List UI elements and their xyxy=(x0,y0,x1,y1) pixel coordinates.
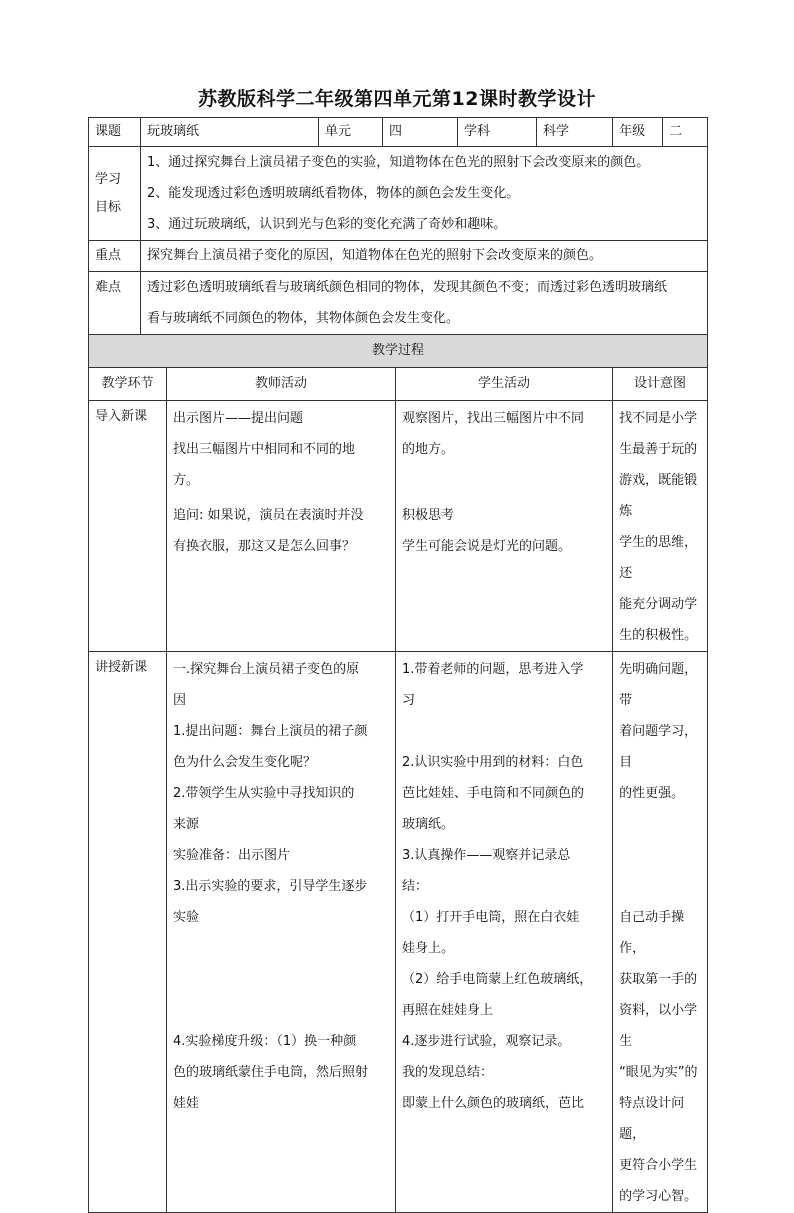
text-line: 先明确问题，带 xyxy=(619,662,698,708)
teach-intent xyxy=(613,652,708,1213)
text-line: 生的积极性。 xyxy=(619,628,698,643)
text-line: 方。 xyxy=(173,473,200,488)
info-row xyxy=(89,118,708,147)
goals-list xyxy=(141,147,708,241)
text-line: 的地方。 xyxy=(402,442,455,457)
unit-value: 四 xyxy=(383,118,458,147)
goals-row xyxy=(89,147,708,241)
subject-value: 科学 xyxy=(537,118,613,147)
intro-stage: 导入新课 xyxy=(89,401,167,652)
spacer xyxy=(402,716,606,747)
grade-value: 二 xyxy=(663,118,708,147)
text-line: 找出三幅图片中相同和不同的地 xyxy=(173,442,356,457)
text-line: 找不同是小学 xyxy=(619,411,698,426)
difficulty-text xyxy=(141,272,708,335)
text-line: 能充分调动学 xyxy=(619,597,698,612)
text-line: 芭比娃娃、手电筒和不同颜色的 xyxy=(402,786,585,801)
intro-teacher xyxy=(167,401,396,652)
text-line: （2）给手电筒蒙上红色玻璃纸， xyxy=(402,972,593,987)
intro-row xyxy=(89,401,708,652)
text-line: 结： xyxy=(402,879,429,894)
teach-stage: 讲授新课 xyxy=(89,652,167,1213)
spacer xyxy=(173,964,389,995)
text-line: 游戏，既能锻炼 xyxy=(619,473,698,519)
header-teacher: 教师活动 xyxy=(167,368,396,401)
text-line: 更符合小学生 xyxy=(619,1158,698,1173)
text-line: 来源 xyxy=(173,817,200,832)
text-line: “眼见为实”的 xyxy=(619,1065,698,1080)
spacer xyxy=(619,840,701,871)
spacer xyxy=(173,933,389,964)
text-line: 2.认识实验中用到的材料：白色 xyxy=(402,755,584,770)
text-line: 实验准备：出示图片 xyxy=(173,848,291,863)
text-line: 实验 xyxy=(173,910,200,925)
teach-student xyxy=(396,652,613,1213)
text-line: 玻璃纸。 xyxy=(402,817,455,832)
text-line: 获取第一手的 xyxy=(619,972,698,987)
difficulty-line: 透过彩色透明玻璃纸看与玻璃纸颜色相同的物体，发现其颜色不变；而透过彩色透明玻璃纸 xyxy=(147,280,668,295)
key-point-label: 重点 xyxy=(89,241,141,272)
text-line: 着问题学习，目 xyxy=(619,724,698,770)
text-line: 学生的思维，还 xyxy=(619,535,698,581)
text-line: 生最善于玩的 xyxy=(619,442,698,457)
goals-label xyxy=(89,147,141,241)
lesson-value: 玩玻璃纸 xyxy=(141,118,319,147)
teach-teacher xyxy=(167,652,396,1213)
document-title: 苏教版科学二年级第四单元第12课时教学设计 xyxy=(198,88,596,110)
text-line: 的性更强。 xyxy=(619,786,685,801)
text-line: 出示图片——提出问题 xyxy=(173,411,304,426)
lesson-plan-table xyxy=(88,117,708,1213)
difficulty-row xyxy=(89,272,708,335)
text-line: 特点设计问题， xyxy=(619,1096,685,1142)
key-point-text: 探究舞台上演员裙子变化的原因，知道物体在色光的照射下会改变原来的颜色。 xyxy=(141,241,708,272)
text-line: 资料，以小学生 xyxy=(619,1003,698,1049)
text-line: 即蒙上什么颜色的玻璃纸，芭比 xyxy=(402,1096,585,1111)
text-line: 2.带领学生从实验中寻找知识的 xyxy=(173,786,355,801)
intro-intent xyxy=(613,401,708,652)
difficulty-label: 难点 xyxy=(89,272,141,335)
text-line: 再照在娃娃身上 xyxy=(402,1003,494,1018)
header-student: 学生活动 xyxy=(396,368,613,401)
subject-label: 学科 xyxy=(458,118,537,147)
grade-label: 年级 xyxy=(613,118,663,147)
unit-label: 单元 xyxy=(319,118,383,147)
intro-student xyxy=(396,401,613,652)
process-band: 教学过程 xyxy=(89,335,708,368)
text-line: 1.带着老师的问题，思考进入学 xyxy=(402,662,584,677)
key-point-row xyxy=(89,241,708,272)
goal-item: 1、通过探究舞台上演员裙子变色的实验，知道物体在色光的照射下会改变原来的颜色。 xyxy=(147,155,650,170)
text-line: 娃娃 xyxy=(173,1096,200,1111)
header-stage: 教学环节 xyxy=(89,368,167,401)
text-line: 追问: 如果说，演员在表演时并没 xyxy=(173,508,364,523)
goals-label-line2: 目标 xyxy=(95,199,122,215)
process-band-row xyxy=(89,335,708,368)
text-line: 4.实验梯度升级：（1）换一种颜 xyxy=(173,1034,357,1049)
text-line: 因 xyxy=(173,693,187,708)
text-line: 4.逐步进行试验，观察记录。 xyxy=(402,1034,571,1049)
goal-item: 3、通过玩玻璃纸，认识到光与色彩的变化充满了奇妙和趣味。 xyxy=(147,217,507,232)
text-line: 一.探究舞台上演员裙子变色的原 xyxy=(173,662,360,677)
lesson-label: 课题 xyxy=(89,118,141,147)
text-line: 有换衣服，那这又是怎么回事？ xyxy=(173,539,356,554)
text-line: 3.出示实验的要求，引导学生逐步 xyxy=(173,879,368,894)
text-line: （1）打开手电筒，照在白衣娃 xyxy=(402,910,580,925)
difficulty-line: 看与玻璃纸不同颜色的物体，其物体颜色会发生变化。 xyxy=(147,311,460,326)
spacer xyxy=(619,871,701,902)
text-line: 娃身上。 xyxy=(402,941,455,956)
process-header-row xyxy=(89,368,708,401)
spacer xyxy=(173,995,389,1026)
text-line: 3.认真操作——观察并记录总 xyxy=(402,848,571,863)
header-intent: 设计意图 xyxy=(613,368,708,401)
spacer xyxy=(402,465,606,496)
spacer xyxy=(619,809,701,840)
text-line: 积极思考 xyxy=(402,508,455,523)
text-line: 色的玻璃纸蒙住手电筒，然后照射 xyxy=(173,1065,369,1080)
text-line: 自己动手操作， xyxy=(619,910,685,956)
text-line: 1.提出问题：舞台上演员的裙子颜 xyxy=(173,724,368,739)
text-line: 观察图片，找出三幅图片中不同 xyxy=(402,411,585,426)
goals-label-line1: 学习 xyxy=(95,171,122,187)
goal-item: 2、能发现透过彩色透明玻璃纸看物体，物体的颜色会发生变化。 xyxy=(147,186,520,201)
text-line: 我的发现总结： xyxy=(402,1065,494,1080)
text-line: 习 xyxy=(402,693,416,708)
text-line: 的学习心智。 xyxy=(619,1189,698,1204)
text-line: 色为什么会发生变化呢？ xyxy=(173,755,317,770)
teach-row xyxy=(89,652,708,1213)
text-line: 学生可能会说是灯光的问题。 xyxy=(402,539,572,554)
